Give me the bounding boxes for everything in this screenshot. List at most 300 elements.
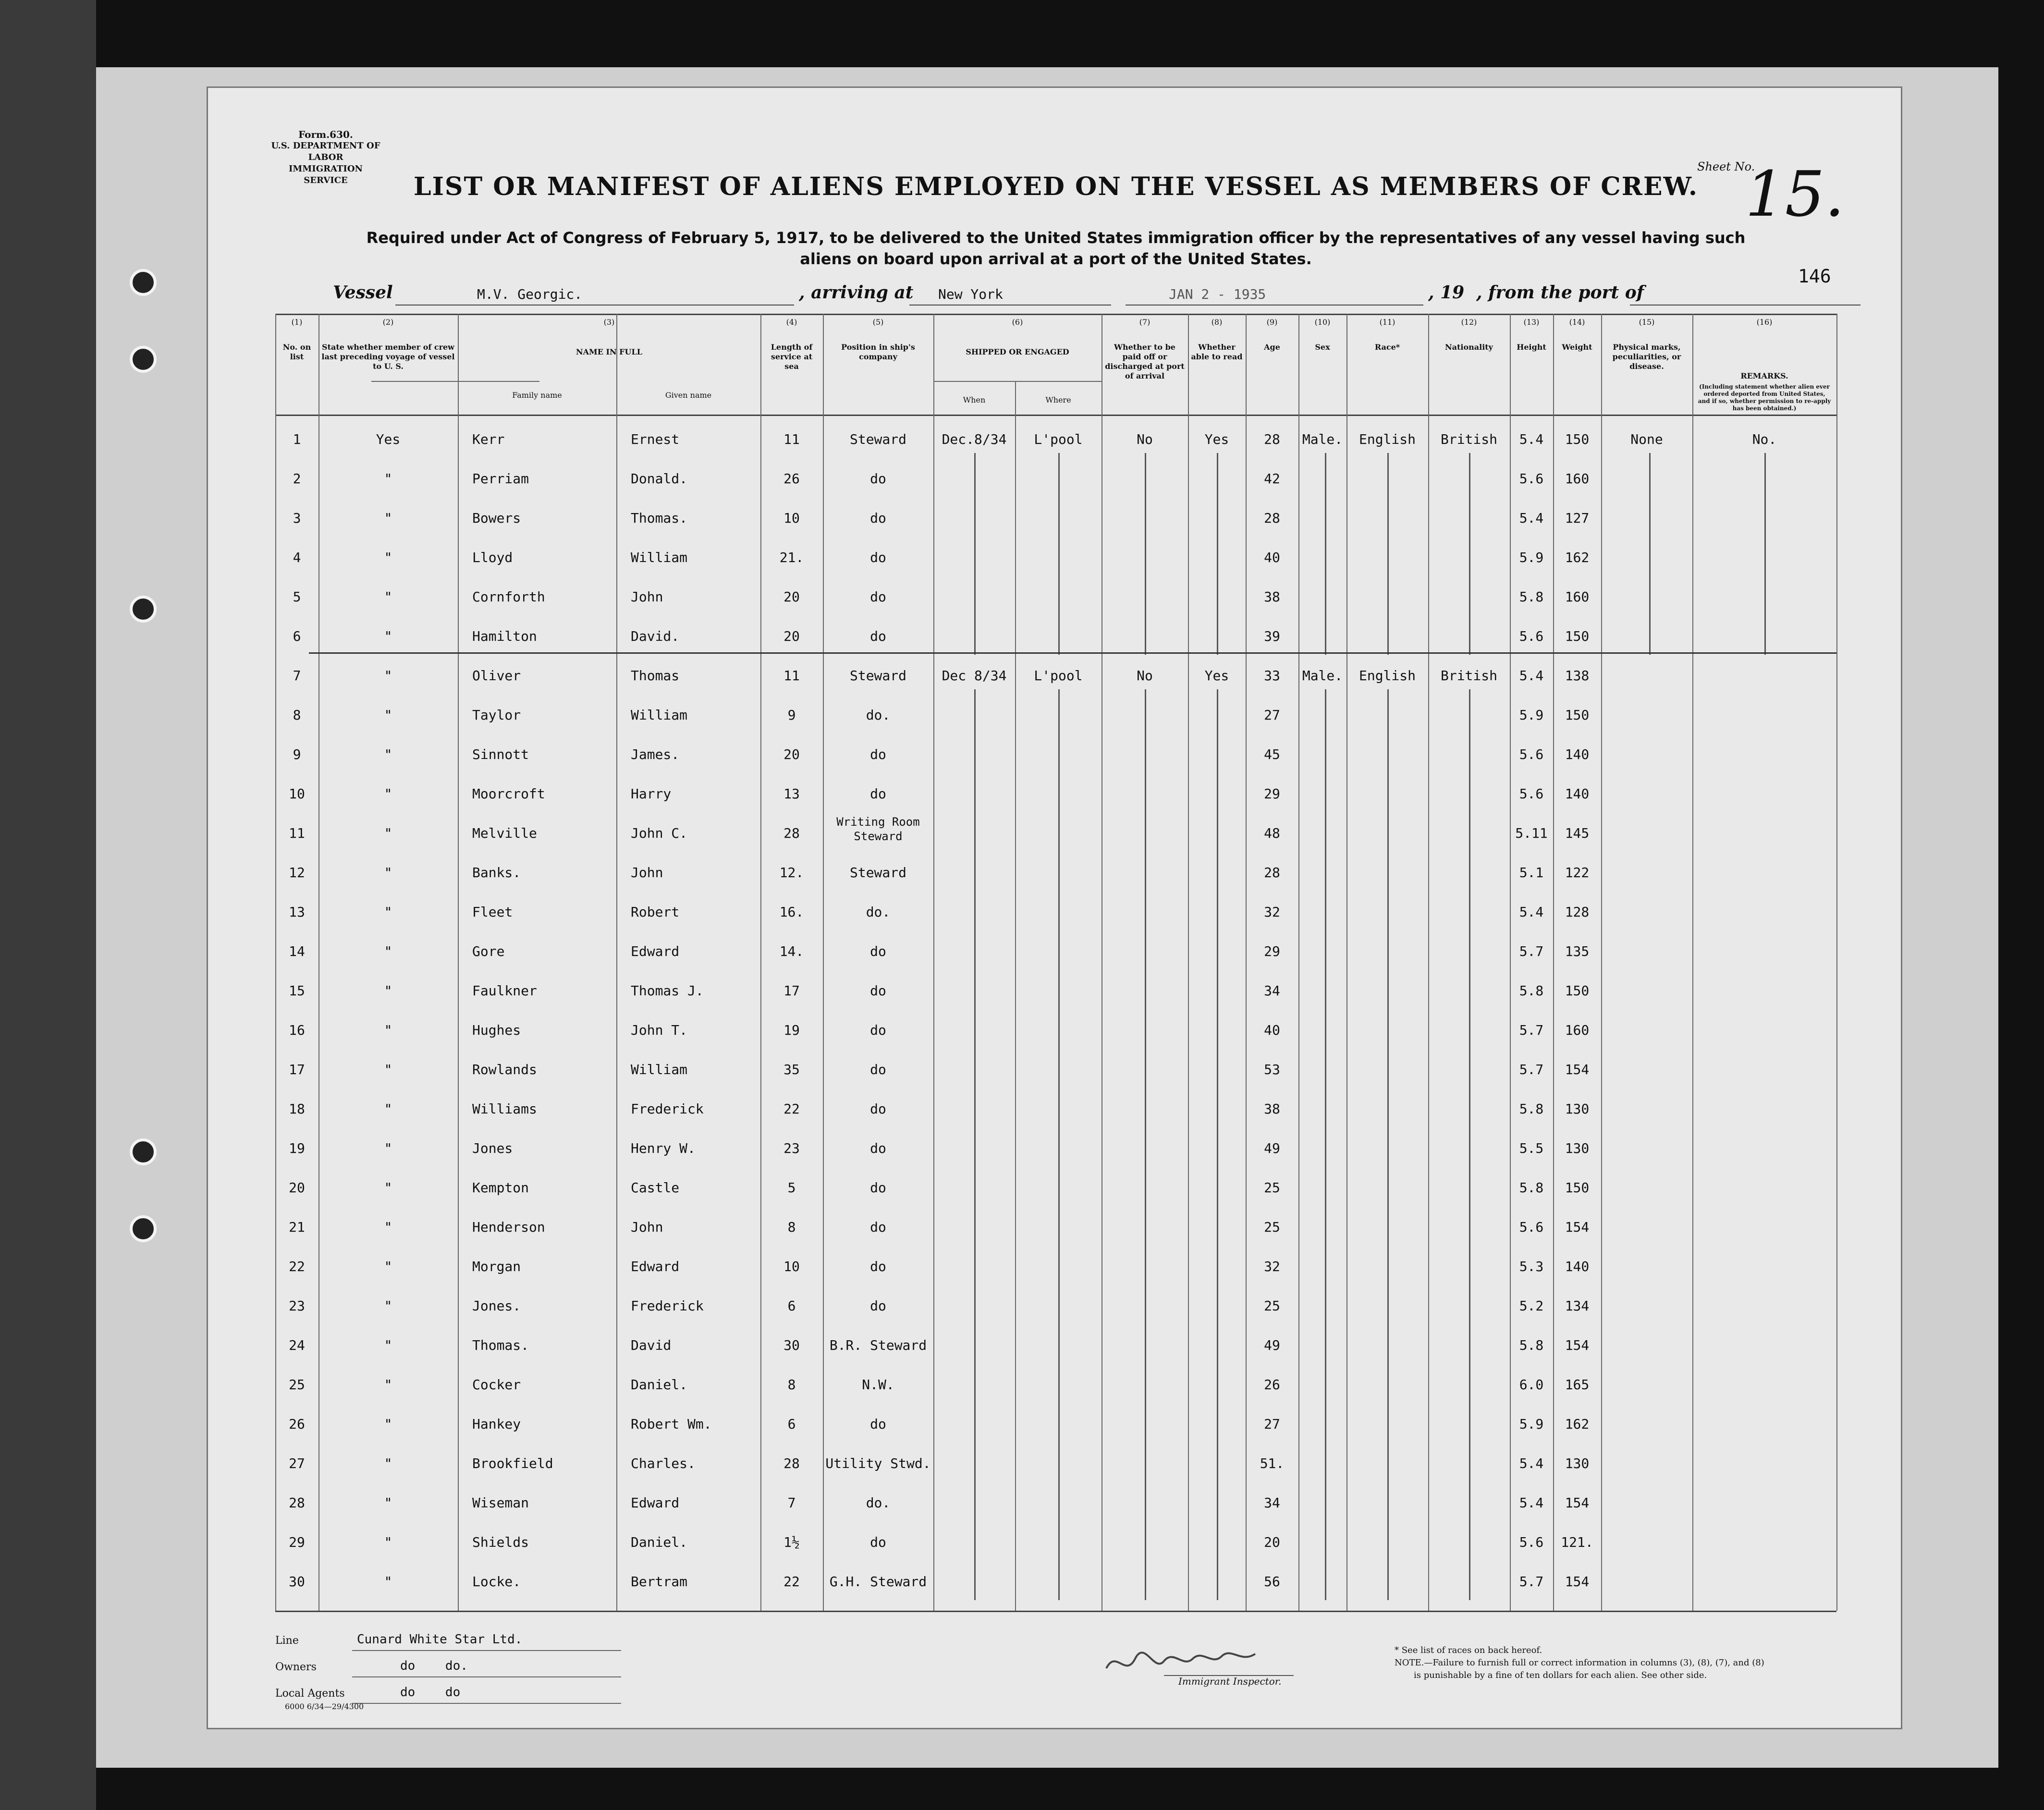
cell-where: L'pool — [1034, 668, 1083, 684]
table-row — [275, 781, 1836, 820]
table-row — [275, 427, 1836, 466]
cell-position: Steward — [849, 668, 906, 684]
cell-nat: British — [1440, 431, 1497, 447]
table-row — [275, 1136, 1836, 1175]
cell-prev: " — [384, 1219, 392, 1235]
cell-service: 11 — [783, 431, 800, 447]
table-row — [275, 1372, 1836, 1411]
cell-given: Edward — [631, 1259, 680, 1274]
cell-height: 5.6 — [1519, 471, 1544, 487]
cell-weight: 154 — [1565, 1219, 1590, 1235]
owners-underline — [352, 1676, 621, 1677]
table-row — [275, 624, 1836, 663]
cell-height: 5.5 — [1519, 1140, 1544, 1156]
cell-age: 33 — [1264, 668, 1280, 684]
cell-height: 6.0 — [1519, 1377, 1544, 1393]
cell-age: 25 — [1264, 1298, 1280, 1314]
cell-nat: British — [1440, 668, 1497, 684]
table-header-rule — [275, 415, 1836, 416]
cell-age: 32 — [1264, 904, 1280, 920]
cell-prev: Yes — [376, 431, 401, 447]
cell-position: do — [870, 1022, 886, 1038]
table-row — [275, 545, 1836, 584]
cell-sex: Male. — [1302, 668, 1343, 684]
column-header: State whether member of crew last preceding voyage of vessel to U. S. — [321, 342, 455, 371]
cell-family: Jones — [472, 1140, 513, 1156]
ditto-line — [974, 453, 976, 655]
cell-no: 8 — [293, 707, 301, 723]
cell-height: 5.2 — [1519, 1298, 1544, 1314]
cell-weight: 154 — [1565, 1337, 1590, 1353]
cell-given: Thomas J. — [631, 983, 704, 999]
cell-position: do — [870, 1416, 886, 1432]
table-row — [275, 1214, 1836, 1254]
cell-no: 18 — [289, 1101, 305, 1117]
column-number: (16) — [1756, 318, 1773, 327]
cell-prev: " — [384, 1062, 392, 1077]
cell-given: Bertram — [631, 1574, 688, 1590]
cell-service: 8 — [787, 1219, 796, 1235]
cell-service: 17 — [783, 983, 800, 999]
cell-position: do — [870, 1219, 886, 1235]
table-row — [275, 663, 1836, 702]
cell-given: Daniel. — [631, 1534, 688, 1550]
table-row — [275, 939, 1836, 978]
cell-when: Dec.8/34 — [942, 431, 1007, 447]
date-underline — [1126, 305, 1423, 306]
cell-given: Harry — [631, 786, 672, 802]
column-header: SHIPPED OR ENGAGED — [966, 347, 1069, 356]
cell-no: 4 — [293, 550, 301, 565]
cell-position: do — [870, 1298, 886, 1314]
cell-given: Ernest — [631, 431, 680, 447]
cell-weight: 130 — [1565, 1455, 1590, 1471]
cell-no: 26 — [289, 1416, 305, 1432]
cell-race: English — [1359, 668, 1416, 684]
column-number: (15) — [1639, 318, 1655, 327]
ditto-line — [1217, 453, 1218, 655]
cell-family: Morgan — [472, 1259, 521, 1274]
line-value: Cunard White Star Ltd. — [357, 1632, 523, 1647]
cell-service: 16. — [779, 904, 804, 920]
punch-hole — [130, 1138, 157, 1165]
subtitle-line-2: aliens on board upon arrival at a port of the United States. — [800, 250, 1312, 268]
column-number: (7) — [1139, 318, 1151, 327]
cell-prev: " — [384, 1180, 392, 1196]
cell-position: G.H. Steward — [829, 1574, 927, 1590]
cell-position: do. — [866, 707, 891, 723]
cell-family: Bowers — [472, 510, 521, 526]
cell-prev: " — [384, 1455, 392, 1471]
cell-age: 28 — [1264, 510, 1280, 526]
owners-label: Owners — [275, 1661, 317, 1673]
column-header: Nationality — [1445, 342, 1493, 352]
cell-no: 10 — [289, 786, 305, 802]
column-header: Height — [1517, 342, 1546, 352]
cell-weight: 154 — [1565, 1495, 1590, 1511]
cell-prev: " — [384, 786, 392, 802]
cell-height: 5.1 — [1519, 865, 1544, 881]
cell-service: 22 — [783, 1574, 800, 1590]
cell-age: 28 — [1264, 865, 1280, 881]
cell-height: 5.8 — [1519, 1101, 1544, 1117]
cell-prev: " — [384, 1259, 392, 1274]
cell-weight: 130 — [1565, 1101, 1590, 1117]
cell-no: 30 — [289, 1574, 305, 1590]
cell-given: Henry W. — [631, 1140, 696, 1156]
cell-family: Moorcroft — [472, 786, 545, 802]
strike-through-line — [309, 652, 1836, 654]
cell-prev: " — [384, 1534, 392, 1550]
cell-given: Thomas. — [631, 510, 688, 526]
cell-family: Kempton — [472, 1180, 529, 1196]
cell-service: 20 — [783, 628, 800, 644]
cell-weight: 150 — [1565, 628, 1590, 644]
cell-age: 39 — [1264, 628, 1280, 644]
table-row — [275, 978, 1836, 1017]
ditto-line — [1325, 453, 1326, 655]
cell-weight: 140 — [1565, 786, 1590, 802]
cell-height: 5.4 — [1519, 668, 1544, 684]
cell-weight: 128 — [1565, 904, 1590, 920]
cell-family: Henderson — [472, 1219, 545, 1235]
cell-service: 6 — [787, 1298, 796, 1314]
cell-age: 29 — [1264, 943, 1280, 959]
cell-position: do — [870, 746, 886, 762]
cell-position: Writing Room Steward — [836, 815, 920, 843]
cell-service: 21. — [779, 550, 804, 565]
cell-given: William — [631, 707, 688, 723]
cell-height: 5.6 — [1519, 628, 1544, 644]
cell-given: William — [631, 1062, 688, 1077]
cell-prev: " — [384, 943, 392, 959]
table-row — [275, 1411, 1836, 1451]
cell-service: 8 — [787, 1377, 796, 1393]
cell-height: 5.8 — [1519, 1180, 1544, 1196]
column-header: Length of service at sea — [771, 342, 813, 371]
ditto-line — [974, 689, 976, 1600]
cell-family: Shields — [472, 1534, 529, 1550]
cell-weight: 160 — [1565, 1022, 1590, 1038]
cell-weight: 154 — [1565, 1574, 1590, 1590]
cell-read: Yes — [1204, 431, 1229, 447]
cell-age: 40 — [1264, 550, 1280, 565]
table-row — [275, 1096, 1836, 1136]
cell-given: Edward — [631, 1495, 680, 1511]
document-subtitle — [343, 227, 1769, 269]
cell-height: 5.4 — [1519, 1455, 1544, 1471]
cell-family: Kerr — [472, 431, 505, 447]
cell-family: Gore — [472, 943, 505, 959]
cell-service: 7 — [787, 1495, 796, 1511]
cell-weight: 150 — [1565, 1180, 1590, 1196]
manifest-sheet — [207, 86, 1902, 1729]
stamp-number: 146 — [1798, 266, 1831, 287]
cell-height: 5.6 — [1519, 786, 1544, 802]
cell-prev: " — [384, 510, 392, 526]
table-row — [275, 1529, 1836, 1569]
cell-age: 26 — [1264, 1377, 1280, 1393]
cell-service: 13 — [783, 786, 800, 802]
table-row — [275, 1017, 1836, 1057]
punch-hole — [130, 346, 157, 373]
cell-prev: " — [384, 1416, 392, 1432]
cell-given: Robert Wm. — [631, 1416, 712, 1432]
cell-family: Faulkner — [472, 983, 537, 999]
cell-prev: " — [384, 707, 392, 723]
cell-height: 5.4 — [1519, 1495, 1544, 1511]
column-header: Whether to be paid off or discharged at port of arrival — [1105, 342, 1185, 380]
cell-family: Hamilton — [472, 628, 537, 644]
arriving-label: , arriving at — [799, 282, 914, 303]
cell-height: 5.3 — [1519, 1259, 1544, 1274]
cell-service: 26 — [783, 471, 800, 487]
column-number: (14) — [1569, 318, 1585, 327]
cell-no: 28 — [289, 1495, 305, 1511]
date-stamp: JAN 2 - 1935 — [1169, 286, 1266, 302]
cell-given: Daniel. — [631, 1377, 688, 1393]
cell-prev: " — [384, 589, 392, 605]
cell-given: John — [631, 589, 663, 605]
cell-family: Hughes — [472, 1022, 521, 1038]
cell-no: 14 — [289, 943, 305, 959]
cell-prev: " — [384, 668, 392, 684]
from-port-underline — [1630, 305, 1860, 306]
cell-position: do — [870, 1534, 886, 1550]
cell-no: 2 — [293, 471, 301, 487]
cell-age: 34 — [1264, 983, 1280, 999]
cell-weight: 145 — [1565, 825, 1590, 841]
cell-service: 10 — [783, 1259, 800, 1274]
cell-height: 5.7 — [1519, 1022, 1544, 1038]
agents-value: do do — [400, 1685, 461, 1700]
cell-no: 12 — [289, 865, 305, 881]
remarks-note: (Including statement whether alien ever ordered deported from United States, and if so, whether permission to re-apply has been obtained.) — [1698, 383, 1831, 412]
subheader-family: Family name — [512, 391, 562, 400]
cell-age: 38 — [1264, 589, 1280, 605]
cell-family: Thomas. — [472, 1337, 529, 1353]
subheader-where: Where — [1045, 395, 1071, 404]
column-header: Sex — [1315, 342, 1330, 352]
cell-service: 20 — [783, 589, 800, 605]
cell-prev: " — [384, 1337, 392, 1353]
table-row — [275, 860, 1836, 899]
cell-no: 20 — [289, 1180, 305, 1196]
table-row — [275, 1254, 1836, 1293]
punch-hole — [130, 596, 157, 623]
col-rule — [1836, 314, 1837, 1611]
cell-position: Steward — [849, 431, 906, 447]
cell-age: 25 — [1264, 1219, 1280, 1235]
cell-no: 22 — [289, 1259, 305, 1274]
document-title: LIST OR MANIFEST OF ALIENS EMPLOYED ON THE VESSEL AS MEMBERS OF CREW. — [414, 172, 1698, 201]
cell-weight: 162 — [1565, 550, 1590, 565]
column-number: (13) — [1523, 318, 1540, 327]
vessel-label: Vessel — [333, 282, 393, 303]
cell-service: 35 — [783, 1062, 800, 1077]
ditto-line — [1058, 689, 1060, 1600]
cell-no: 1 — [293, 431, 301, 447]
cell-no: 15 — [289, 983, 305, 999]
cell-where: L'pool — [1034, 431, 1083, 447]
cell-weight: 130 — [1565, 1140, 1590, 1156]
cell-given: David — [631, 1337, 672, 1353]
cell-height: 5.4 — [1519, 510, 1544, 526]
line-label: Line — [275, 1635, 299, 1647]
footnote-penalty: NOTE.—Failure to furnish full or correct information in columns (3), (8), (7), and (8) — [1395, 1658, 1764, 1668]
cell-age: 28 — [1264, 431, 1280, 447]
cell-no: 21 — [289, 1219, 305, 1235]
cell-weight: 150 — [1565, 983, 1590, 999]
cell-age: 40 — [1264, 1022, 1280, 1038]
cell-service: 19 — [783, 1022, 800, 1038]
cell-age: 56 — [1264, 1574, 1280, 1590]
table-row — [275, 505, 1836, 545]
table-row — [275, 1451, 1836, 1490]
cell-height: 5.4 — [1519, 904, 1544, 920]
cell-age: 42 — [1264, 471, 1280, 487]
year-label: , 19 — [1428, 282, 1465, 303]
column-header: NAME IN FULL — [575, 347, 642, 356]
subheader-given: Given name — [665, 391, 712, 400]
cell-prev: " — [384, 1495, 392, 1511]
cell-no: 3 — [293, 510, 301, 526]
cell-given: Thomas — [631, 668, 680, 684]
column-number: (2) — [382, 318, 394, 327]
column-header: Position in ship's company — [841, 342, 915, 361]
ditto-line — [1145, 689, 1146, 1600]
cell-position: do. — [866, 904, 891, 920]
cell-age: 20 — [1264, 1534, 1280, 1550]
cell-given: Edward — [631, 943, 680, 959]
cell-no: 17 — [289, 1062, 305, 1077]
cell-height: 5.9 — [1519, 1416, 1544, 1432]
cell-weight: 121. — [1561, 1534, 1593, 1550]
cell-weight: 160 — [1565, 471, 1590, 487]
sheet-number-label: Sheet No. — [1697, 160, 1755, 173]
cell-height: 5.7 — [1519, 943, 1544, 959]
shipped-subheader-rule — [933, 381, 1102, 382]
cell-no: 29 — [289, 1534, 305, 1550]
cell-family: Cocker — [472, 1377, 521, 1393]
arrival-port: New York — [938, 286, 1003, 302]
cell-age: 32 — [1264, 1259, 1280, 1274]
cell-prev: " — [384, 983, 392, 999]
cell-position: do — [870, 1180, 886, 1196]
cell-weight: 162 — [1565, 1416, 1590, 1432]
cell-prev: " — [384, 1022, 392, 1038]
cell-position: do — [870, 628, 886, 644]
cell-prev: " — [384, 628, 392, 644]
cell-position: do — [870, 786, 886, 802]
line-underline — [352, 1650, 621, 1651]
cell-age: 34 — [1264, 1495, 1280, 1511]
cell-family: Williams — [472, 1101, 537, 1117]
ditto-line — [1764, 453, 1766, 655]
subtitle-line-1: Required under Act of Congress of February 5, 1917, to be delivered to the United States immigration officer by the representatives of any vessel having such — [366, 229, 1746, 247]
cell-height: 5.7 — [1519, 1062, 1544, 1077]
cell-height: 5.4 — [1519, 431, 1544, 447]
cell-prev: " — [384, 1574, 392, 1590]
table-row — [275, 1333, 1836, 1372]
cell-weight: 140 — [1565, 746, 1590, 762]
table-row — [275, 1569, 1836, 1608]
cell-marks: None — [1630, 431, 1663, 447]
cell-position: do — [870, 1101, 886, 1117]
crew-table — [275, 314, 1836, 1611]
cell-age: 29 — [1264, 786, 1280, 802]
cell-no: 27 — [289, 1455, 305, 1471]
column-header: No. on list — [282, 342, 311, 361]
cell-service: 10 — [783, 510, 800, 526]
ditto-line — [1649, 453, 1651, 655]
cell-age: 27 — [1264, 1416, 1280, 1432]
cell-family: Perriam — [472, 471, 529, 487]
cell-given: Donald. — [631, 471, 688, 487]
cell-position: do — [870, 550, 886, 565]
cell-service: 11 — [783, 668, 800, 684]
cell-when: Dec 8/34 — [942, 668, 1007, 684]
cell-service: 22 — [783, 1101, 800, 1117]
cell-prev: " — [384, 904, 392, 920]
cell-family: Oliver — [472, 668, 521, 684]
punch-hole — [130, 1215, 157, 1242]
cell-family: Sinnott — [472, 746, 529, 762]
table-row — [275, 1293, 1836, 1333]
column-number: (3) — [603, 318, 615, 327]
cell-family: Locke. — [472, 1574, 521, 1590]
column-number: (4) — [786, 318, 797, 327]
cell-weight: 134 — [1565, 1298, 1590, 1314]
table-row — [275, 584, 1836, 624]
table-row — [275, 899, 1836, 939]
cell-height: 5.6 — [1519, 746, 1544, 762]
column-number: (10) — [1314, 318, 1331, 327]
column-header: Weight — [1562, 342, 1592, 352]
cell-weight: 150 — [1565, 707, 1590, 723]
punch-hole — [130, 269, 157, 296]
cell-height: 5.8 — [1519, 1337, 1544, 1353]
from-port-label: , from the port of — [1476, 282, 1644, 303]
column-number: (11) — [1379, 318, 1395, 327]
cell-paid: No — [1137, 431, 1153, 447]
cell-no: 16 — [289, 1022, 305, 1038]
cell-given: John — [631, 865, 663, 881]
cell-age: 25 — [1264, 1180, 1280, 1196]
column-header: Age — [1264, 342, 1280, 352]
cell-race: English — [1359, 431, 1416, 447]
cell-height: 5.6 — [1519, 1534, 1544, 1550]
ditto-line — [1145, 453, 1146, 655]
cell-given: Charles. — [631, 1455, 696, 1471]
cell-no: 6 — [293, 628, 301, 644]
column-header: Physical marks, peculiarities, or disease. — [1612, 342, 1681, 371]
owners-value: do do. — [400, 1659, 468, 1673]
cell-position: B.R. Steward — [829, 1337, 927, 1353]
cell-remarks: No. — [1752, 431, 1777, 447]
cell-given: David. — [631, 628, 680, 644]
cell-position: do — [870, 471, 886, 487]
cell-paid: No — [1137, 668, 1153, 684]
ditto-line — [1058, 453, 1060, 655]
cell-service: 5 — [787, 1180, 796, 1196]
cell-position: do — [870, 1259, 886, 1274]
cell-age: 38 — [1264, 1101, 1280, 1117]
cell-family: Melville — [472, 825, 537, 841]
name-subheader-rule — [371, 381, 539, 382]
footnote-races: * See list of races on back hereof. — [1395, 1645, 1542, 1655]
cell-age: 53 — [1264, 1062, 1280, 1077]
